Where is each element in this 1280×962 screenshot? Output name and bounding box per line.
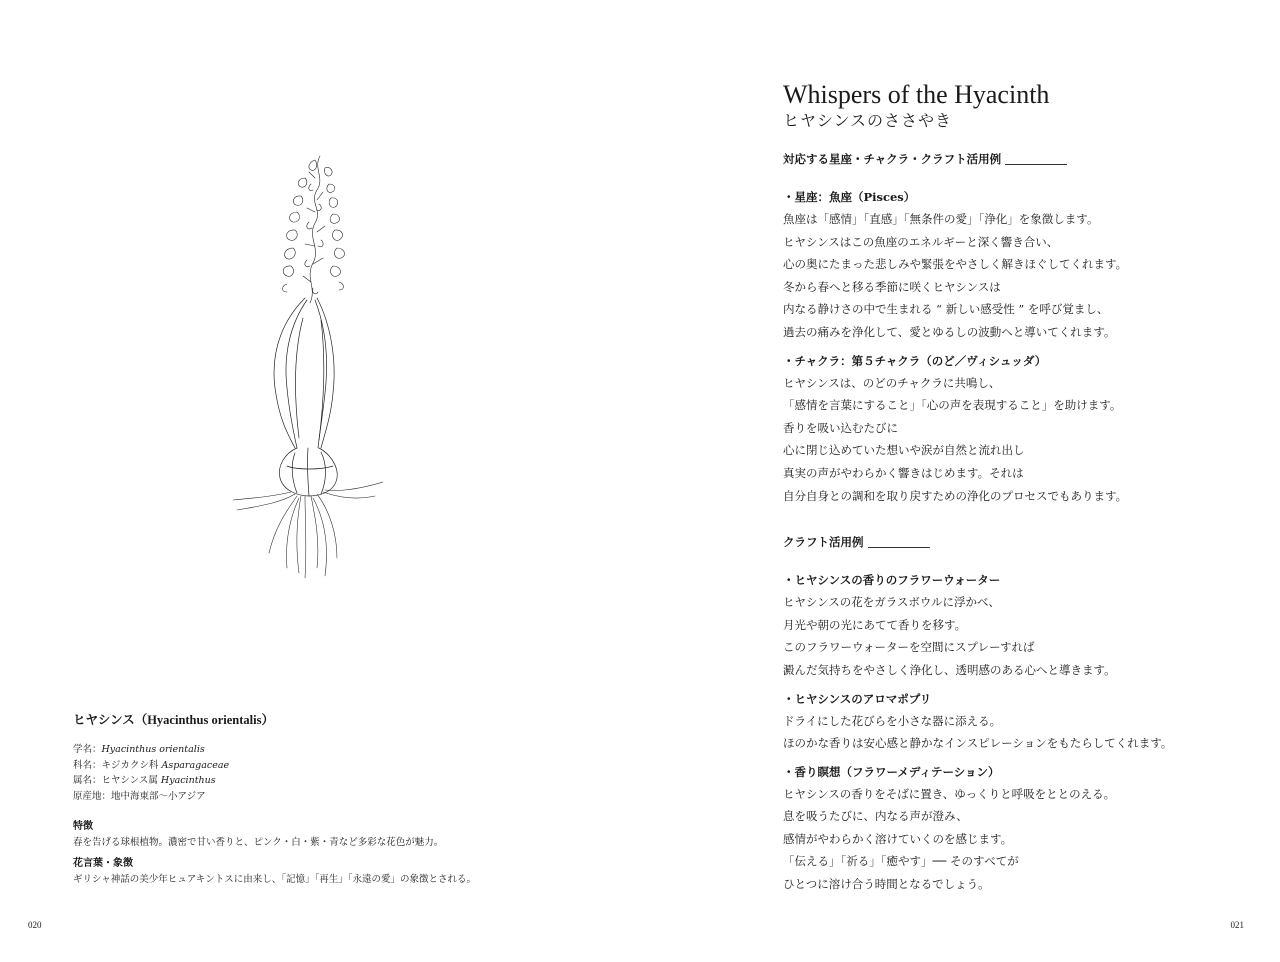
plant-info	[73, 710, 593, 893]
item-line: 自分自身との調和を取り戻すための浄化のプロセスでもあります。	[783, 488, 1128, 503]
heading-rule	[1005, 163, 1067, 165]
item-line: このフラワーウォーターを空間にスプレーすれば	[783, 640, 1035, 655]
item-heading: ・香り瞑想（フラワーメディテーション）	[783, 764, 1000, 779]
item-heading: ・ヒヤシンスのアロマポプリ	[783, 691, 932, 706]
item-line: ヒヤシンスの花をガラスボウルに浮かべ、	[783, 595, 1001, 610]
plant-title-latin: （Hyacinthus orientalis）	[134, 713, 274, 727]
title-japanese: ヒヤシンスのささやき	[783, 111, 952, 130]
item-line: 感情がやわらかく溶けていくのを感じます。	[783, 831, 1013, 846]
heading-rule	[868, 546, 930, 548]
item-line: ほのかな香りは安心感と静かなインスピレーションをもたらしてくれます。	[783, 736, 1173, 751]
item-line: ヒヤシンスの香りをそばに置き、ゆっくりと呼吸をととのえる。	[783, 786, 1116, 801]
item-line: 「感情を言葉にすること」「心の声を表現すること」を助けます。	[783, 398, 1122, 413]
item-zodiac	[783, 186, 1253, 344]
item-chakra	[783, 350, 1253, 508]
roots	[233, 482, 383, 578]
craft-heading: クラフト活用例	[783, 533, 1253, 551]
item-line: ヒヤシンスはこの魚座のエネルギーと深く響き合い、	[783, 234, 1059, 249]
item-line: 過去の痛みを浄化して、愛とゆるしの波動へと導いてくれます。	[783, 324, 1116, 339]
item-heading: ・星座：魚座（Pisces）	[783, 190, 916, 204]
page-number-left: 020	[28, 920, 42, 930]
item-line: 真実の声がやわらかく響きはじめます。それは	[783, 465, 1024, 480]
item-heading: ・ヒヤシンスの香りのフラワーウォーター	[783, 573, 1001, 588]
plant-title-jp: ヒヤシンス	[73, 712, 135, 727]
item-line: 月光や朝の光にあてて香りを移す。	[783, 617, 967, 632]
leaf-left	[274, 298, 305, 448]
item-line: ひとつに溶け合う時間となるでしょう。	[783, 877, 990, 892]
features-heading: 特徴	[73, 821, 93, 832]
item-meditation	[783, 761, 1253, 896]
leaf-right	[317, 298, 334, 448]
item-line: 魚座は「感情」「直感」「無条件の愛」「浄化」を象徴します。	[783, 212, 1099, 226]
article	[783, 80, 1253, 902]
item-line: 心の奥にたまった悲しみや緊張をやさしく解きほぐしてくれます。	[783, 257, 1128, 272]
features-text: 春を告げる球根植物。濃密で甘い香りと、ピンク・白・紫・青など多彩な花色が魅力。	[73, 837, 444, 848]
fact-genus: 属名：ヒヤシンス属 Hyacinthus	[73, 775, 216, 786]
item-line: 内なる静けさの中で生まれる “ 新しい感受性 ” を呼び覚まし、	[783, 302, 1109, 317]
flower-spike	[283, 156, 345, 303]
item-line: 冬から春へと移る季節に咲くヒヤシンスは	[783, 279, 1001, 294]
symbolism-text: ギリシャ神話の美少年ヒュアキントスに由来し、「記憶」「再生」「永遠の愛」の象徴とされる。	[73, 874, 476, 885]
item-aroma-potpourri	[783, 688, 1253, 755]
item-line: 澱んだ気持ちをやさしく浄化し、透明感のある心へと導きます。	[783, 662, 1116, 677]
item-line: 息を吸うたびに、内なる声が澄み、	[783, 809, 968, 824]
plant-facts	[73, 742, 593, 804]
right-page	[640, 0, 1280, 962]
symbolism-heading: 花言葉・象徴	[73, 858, 133, 869]
item-line: 香りを吸い込むたびに	[783, 420, 898, 435]
title-english: Whispers of the Hyacinth	[783, 80, 1050, 109]
fact-family: 科名：キジカクシ科 Asparagaceae	[73, 759, 230, 771]
item-line: 心に閉じ込めていた想いや涙が自然と流れ出し	[783, 443, 1025, 458]
fact-origin: 原産地：地中海東部〜小アジア	[73, 790, 206, 802]
plant-title	[73, 710, 593, 728]
item-flower-water	[783, 569, 1253, 681]
correspondence-heading: 対応する星座・チャクラ・クラフト活用例	[783, 150, 1253, 168]
hyacinth-illustration-icon	[225, 148, 385, 588]
item-line: ヒヤシンスは、のどのチャクラに共鳴し、	[783, 375, 1001, 390]
item-heading: ・チャクラ：第５チャクラ（のど／ヴィシュッダ）	[783, 353, 1047, 368]
item-line: ドライにした花びらを小さな器に添える。	[783, 713, 1002, 728]
page-number-right: 021	[1230, 920, 1244, 930]
fact-scientific-name: 学名：Hyacinthus orientalis	[73, 744, 205, 755]
item-line: 「伝える」「祈る」「癒やす」── そのすべてが	[783, 854, 1019, 869]
